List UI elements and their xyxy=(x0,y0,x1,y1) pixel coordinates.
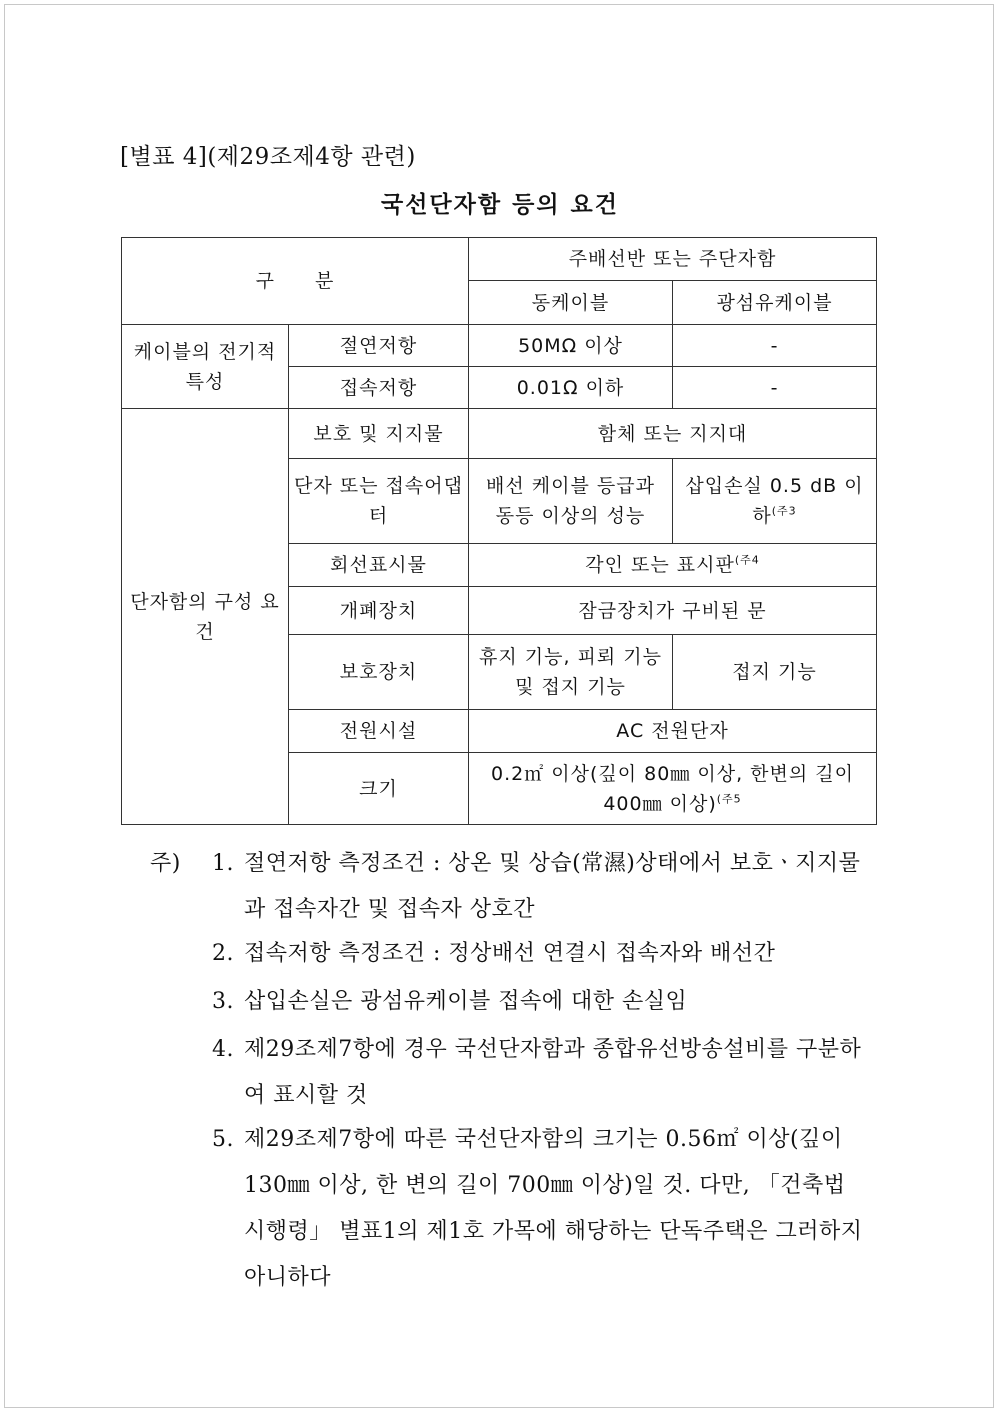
row-value xyxy=(469,753,877,825)
row-value: AC 전원단자 xyxy=(469,710,877,753)
header-category: 구 분 xyxy=(122,238,469,325)
footnote-ref: (주4 xyxy=(734,553,760,567)
row-value: 잠금장치가 구비된 문 xyxy=(469,587,877,635)
note-number: 1. xyxy=(212,851,234,876)
note-text: 제29조제7항에 따른 국선단자함의 크기는 0.56㎡ 이상(깊이 130㎜ 이상, 한 변의 길이 700㎜ 이상)일 것. 다만, 「건축법 시행령」 별표1의 제1호 가목에 해당하는 단독주택은 그러하지 아니하다 xyxy=(244,1127,863,1290)
row-item: 개폐장치 xyxy=(289,587,469,635)
row-item: 회선표시물 xyxy=(289,544,469,587)
annex-label: [별표 4](제29조제4항 관련) xyxy=(120,144,416,170)
header-fiber: 광섬유케이블 xyxy=(673,281,877,325)
row-item: 접속저항 xyxy=(289,367,469,409)
row-item: 절연저항 xyxy=(289,325,469,367)
footnote-ref: (주5 xyxy=(716,792,742,806)
notes-head: 주) xyxy=(150,851,181,876)
note-text: 절연저항 측정조건 : 상온 및 상습(常濕)상태에서 보호ㆍ지지물과 접속자간 및 접속자 상호간 xyxy=(244,851,861,922)
note-text: 접속저항 측정조건 : 정상배선 연결시 접속자와 배선간 xyxy=(244,941,776,966)
note-number: 5. xyxy=(212,1127,234,1152)
row-copper: 0.01Ω 이하 xyxy=(469,367,673,409)
header-copper: 동케이블 xyxy=(469,281,673,325)
row-item: 보호 및 지지물 xyxy=(289,409,469,459)
note-text: 제29조제7항에 경우 국선단자함과 종합유선방송설비를 구분하여 표시할 것 xyxy=(244,1037,862,1108)
row-fiber: - xyxy=(673,325,877,367)
row-fiber: - xyxy=(673,367,877,409)
row-item: 크기 xyxy=(289,753,469,825)
document-title: 국선단자함 등의 요건 xyxy=(381,191,619,218)
row-item: 전원시설 xyxy=(289,710,469,753)
note-number: 3. xyxy=(212,989,234,1014)
electrical-label: 케이블의 전기적 특성 xyxy=(122,325,289,409)
row-copper: 배선 케이블 등급과 동등 이상의 성능 xyxy=(469,459,673,544)
row-value xyxy=(469,544,877,587)
size-value: 0.2㎡ 이상(깊이 80㎜ 이상, 한변의 길이 400㎜ 이상) xyxy=(491,762,854,815)
row-item: 보호장치 xyxy=(289,635,469,710)
row-copper: 휴지 기능, 피뢰 기능 및 접지 기능 xyxy=(469,635,673,710)
row-copper: 50MΩ 이상 xyxy=(469,325,673,367)
requirements-table xyxy=(121,237,877,825)
note-number: 2. xyxy=(212,941,234,966)
row-fiber: 접지 기능 xyxy=(673,635,877,710)
header-group: 주배선반 또는 주단자함 xyxy=(469,238,877,281)
fiber-value: 삽입손실 0.5 dB 이하 xyxy=(685,475,864,527)
note-text: 삽입손실은 광섬유케이블 접속에 대한 손실임 xyxy=(244,989,688,1014)
row-item: 단자 또는 접속어댑터 xyxy=(289,459,469,544)
marking-value: 각인 또는 표시판 xyxy=(585,554,735,576)
row-fiber xyxy=(673,459,877,544)
footnote-ref: (주3 xyxy=(771,504,797,518)
row-value: 함체 또는 지지대 xyxy=(469,409,877,459)
structure-label: 단자함의 구성 요건 xyxy=(122,409,289,825)
note-number: 4. xyxy=(212,1037,234,1062)
